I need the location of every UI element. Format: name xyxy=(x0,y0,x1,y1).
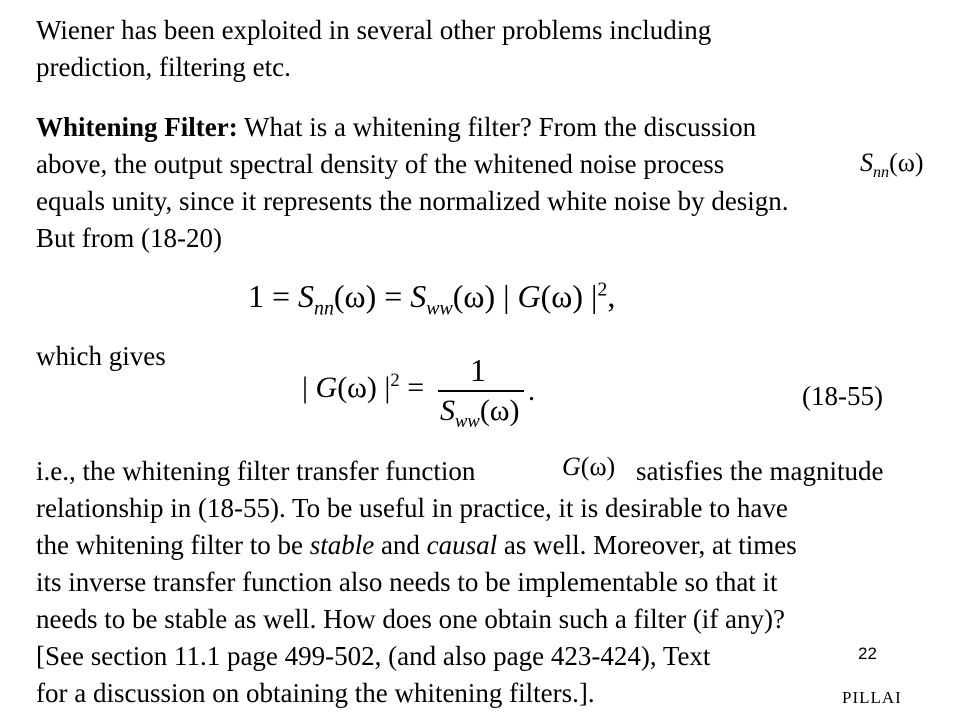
para2-line-1a: i.e., the whitening filter transfer function xyxy=(36,456,476,486)
para1-line-1-text: What is a whitening filter? From the discussion xyxy=(237,112,757,142)
para2-line-6: [See section 11.1 page 499-502, (and also page 423-424), Text xyxy=(36,641,711,671)
para1-line-4: But from (18-20) xyxy=(36,223,222,253)
para2-line-5: needs to be stable as well. How does one obtain such a filter (if any)? xyxy=(36,604,786,634)
equation-2-lhs: | G(ω) $|^2$ = xyxy=(302,370,425,404)
equation-2-fraction-bar xyxy=(438,390,524,392)
page-number: 22 xyxy=(858,644,877,663)
intro-line-2: prediction, filtering etc. xyxy=(36,52,291,82)
author-label: PILLAI xyxy=(842,688,902,707)
which-gives-text: which gives xyxy=(36,341,166,371)
para1-line-2: above, the output spectral density of the whitened noise process xyxy=(36,149,725,179)
whitening-filter-heading: Whitening Filter: xyxy=(36,112,238,142)
para2-line-3: the whitening filter to be stable and causal as well. Moreover, at times xyxy=(36,530,797,560)
intro-line-1: Wiener has been exploited in several other problems including xyxy=(36,15,712,45)
equation-2-period: . xyxy=(528,376,535,407)
equation-2-denominator: $S_{ww}(\omega)$ xyxy=(440,394,520,432)
para2-line-4: its inverse transfer function also needs to be implementable so that it xyxy=(36,567,778,597)
inline-snn-math: $S_{nn}(\omega)$ xyxy=(860,148,924,182)
para2-line-1b: satisfies the magnitude xyxy=(636,456,884,486)
causal-term: causal xyxy=(426,530,498,560)
para2-line-7: for a discussion on obtaining the whitening filters.]. xyxy=(36,678,595,708)
para2-line-2: relationship in (18-55). To be useful in practice, it is desirable to have xyxy=(36,493,788,523)
para1-line-3: equals unity, since it represents the normalized white noise by design. xyxy=(36,186,789,216)
para1-line-1 xyxy=(36,109,756,146)
equation-normalization: $1 = S_{nn}(\omega) = S_{ww}(\omega)$ | G(ω) $|^2$, xyxy=(248,278,616,320)
stable-term: stable xyxy=(309,530,375,560)
equation-2-numerator: 1 xyxy=(470,352,486,388)
equation-number: (18-55) xyxy=(802,381,883,411)
inline-g-math: G(ω) xyxy=(562,452,616,481)
